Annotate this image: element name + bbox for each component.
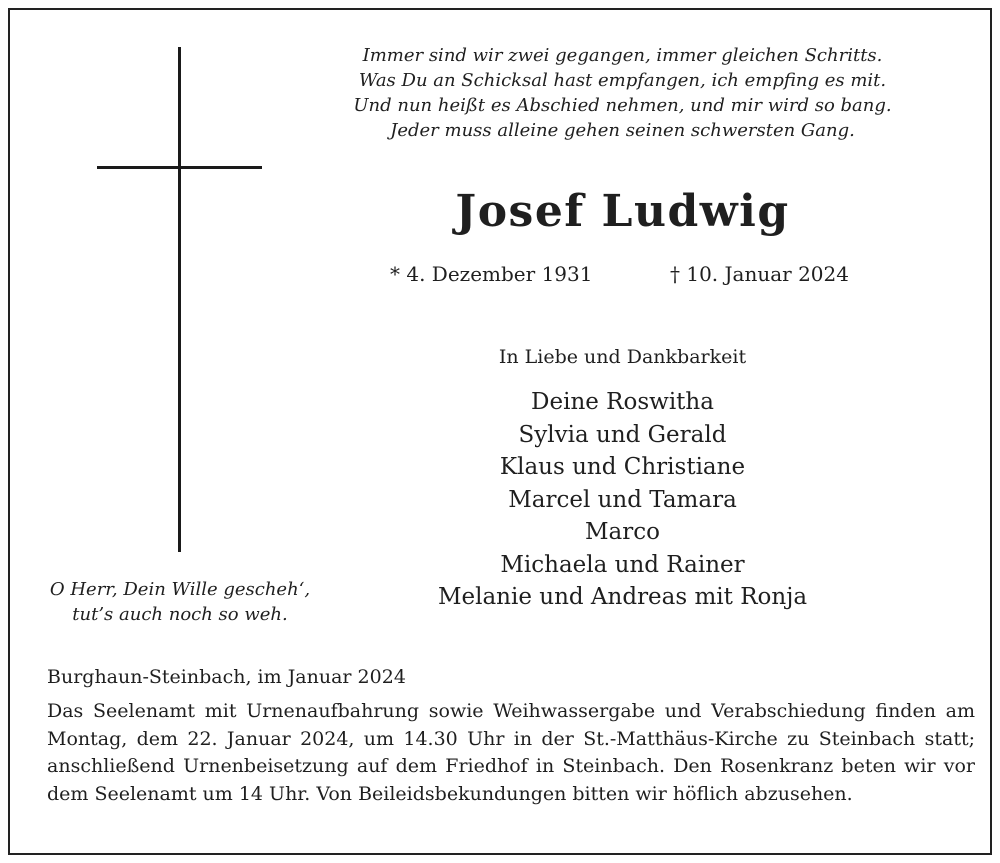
poem-line: Immer sind wir zwei gegangen, immer gleichen Schritts. [362,45,883,66]
service-notice: Das Seelenamt mit Urnenaufbahrung sowie Weihwassergabe und Verabschiedung finden am Montag, dem 22. Januar 2024, um 14.30 Uhr in der St.-Matthäus-Kirche zu Steinbach statt; anschließend Urnenbeisetzung auf dem Friedhof in Steinbach. Den Rosenkranz beten wir vor dem Seelenamt um 14 Uhr. Von Beileidsbekundungen bitten wir höflich abzusehen. [47,700,975,805]
poem-line: Und nun heißt es Abschied nehmen, und mir wird so bang. [353,95,892,116]
poem-line: Was Du an Schicksal hast empfangen, ich empfing es mit. [358,70,887,91]
poem [310,43,935,143]
family-list [310,386,935,614]
left-quote [30,577,330,627]
quote-line: tut’s auch noch so weh. [72,604,288,625]
family-member: Klaus und Christiane [499,454,746,480]
family-member: Sylvia und Gerald [518,421,727,448]
cross-vertical-beam [178,47,181,552]
birth-date: * 4. Dezember 1931 [390,262,593,286]
life-dates [310,260,935,290]
quote-line: O Herr, Dein Wille gescheh‘, [49,579,311,600]
family-member: Marcel und Tamara [508,486,737,513]
deceased-name: Josef Ludwig [455,186,790,237]
poem-line: Jeder muss alleine gehen seinen schwersten Gang. [390,120,855,141]
dedication: In Liebe und Dankbarkeit [498,346,747,368]
family-member: Marco [585,519,660,545]
cross-horizontal-beam [97,166,262,169]
family-member: Michaela und Rainer [500,551,745,578]
death-date: † 10. Januar 2024 [670,262,849,286]
obituary-frame [8,8,992,855]
place-date: Burghaun-Steinbach, im Januar 2024 [47,666,406,688]
family-member: Melanie und Andreas mit Ronja [437,584,808,610]
family-member: Deine Roswitha [531,389,714,415]
